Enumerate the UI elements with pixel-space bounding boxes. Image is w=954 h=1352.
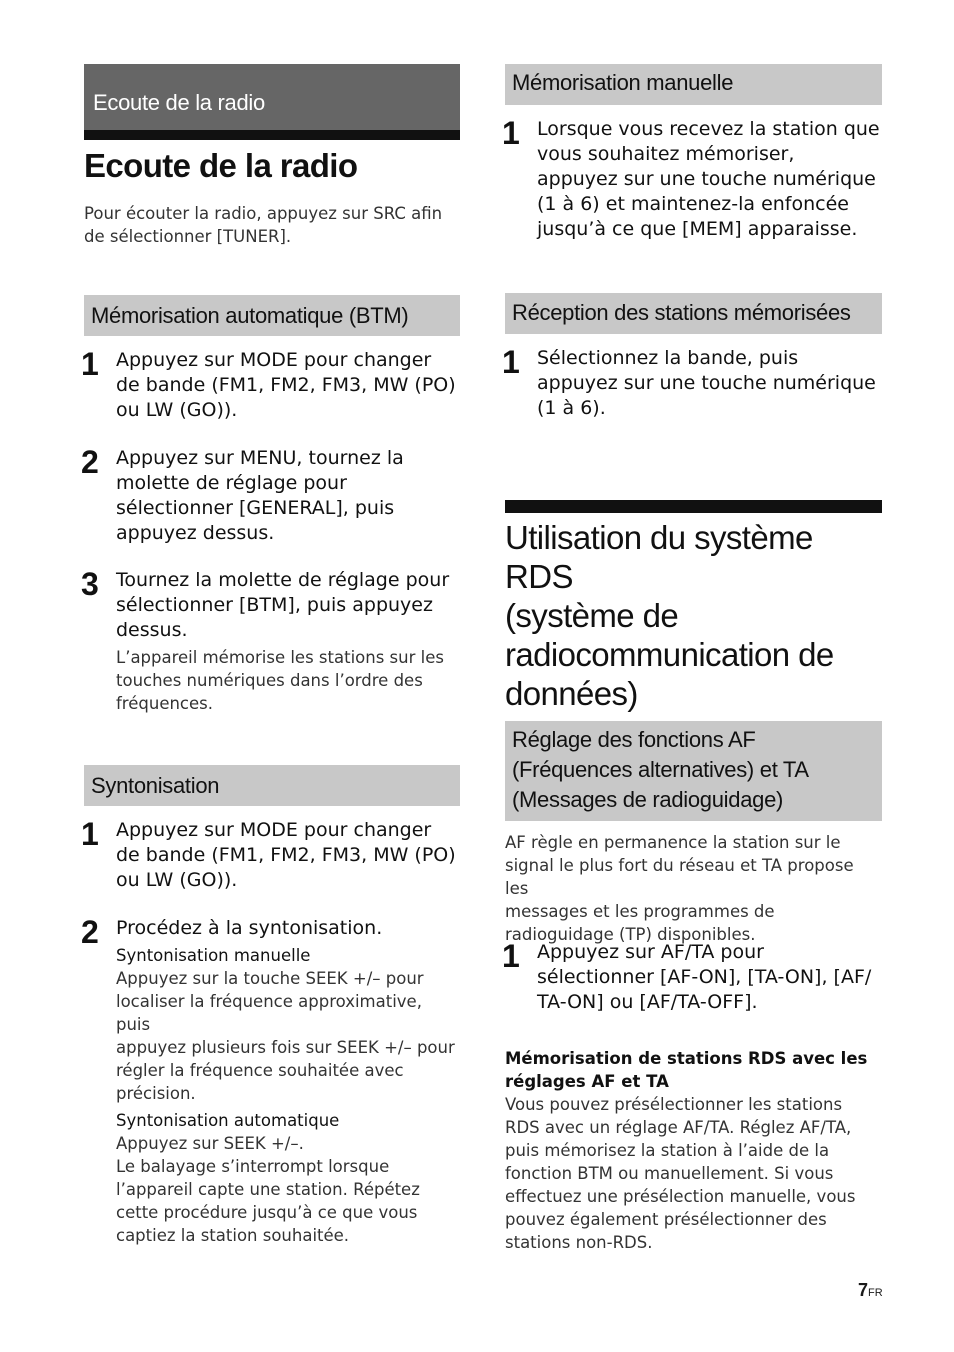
step-note: Appuyez sur la touche SEEK +/– pour xyxy=(116,969,424,988)
page-number xyxy=(858,1280,883,1301)
page-title: Ecoute de la radio xyxy=(84,147,358,184)
step-note: fréquences. xyxy=(116,694,213,713)
step-text: Sélectionnez la bande, puis xyxy=(537,347,799,369)
step-note: l’appareil capte une station. Répétez xyxy=(116,1180,420,1199)
section-heading-af-ta: Réglage des fonctions AF (Fréquences alternatives) et TA (Messages de radioguidage) xyxy=(505,721,882,821)
section-heading-tuning: Syntonisation xyxy=(84,765,460,806)
step-text: Appuyez sur MODE pour changer xyxy=(116,819,432,841)
step-text: de bande (FM1, FM2, FM3, MW (PO) xyxy=(116,374,456,396)
manual-mem-step-1 xyxy=(502,115,882,242)
step-text: appuyez sur une touche numérique xyxy=(537,372,876,394)
chapter-rule xyxy=(84,130,460,140)
af-intro xyxy=(505,831,882,946)
section-heading-manual-mem: Mémorisation manuelle xyxy=(505,64,882,105)
rds-store-line: puis mémorisez la station à l’aide de la xyxy=(505,1141,830,1160)
tuning-step-2 xyxy=(81,914,460,1247)
step-text: Appuyez sur MODE pour changer xyxy=(116,349,432,371)
step-number: 3 xyxy=(81,566,99,602)
rds-store-line: stations non-RDS. xyxy=(505,1233,653,1252)
rds-title-line: radiocommunication de xyxy=(505,636,834,673)
btm-step-1 xyxy=(81,346,460,423)
rds-title-line: données) xyxy=(505,675,638,712)
btm-step-2 xyxy=(81,444,460,546)
step-text: molette de réglage pour xyxy=(116,472,347,494)
step-text: ou LW (GO)). xyxy=(116,399,238,421)
section-heading-btm: Mémorisation automatique (BTM) xyxy=(84,295,460,336)
step-text: (1 à 6) et maintenez-la enfoncée xyxy=(537,193,849,215)
step-note: appuyez plusieurs fois sur SEEK +/– pour xyxy=(116,1038,455,1057)
rds-store-line: effectuez une présélection manuelle, vous xyxy=(505,1187,856,1206)
tuning-step-1 xyxy=(81,816,460,893)
step-number: 1 xyxy=(502,938,520,974)
step-note: Appuyez sur SEEK +/–. xyxy=(116,1134,304,1153)
step-text: (1 à 6). xyxy=(537,397,606,419)
rds-rule xyxy=(505,500,882,513)
step-text: de bande (FM1, FM2, FM3, MW (PO) xyxy=(116,844,456,866)
rds-store-line: RDS avec un réglage AF/TA. Réglez AF/TA, xyxy=(505,1118,852,1137)
step-text: Appuyez sur MENU, tournez la xyxy=(116,447,404,469)
step-text: vous souhaitez mémoriser, xyxy=(537,143,795,165)
rds-store-line: fonction BTM ou manuellement. Si vous xyxy=(505,1164,834,1183)
rds-store-title: Mémorisation de stations RDS avec les xyxy=(505,1049,868,1068)
step-text: dessus. xyxy=(116,619,188,641)
step-text: TA-ON] ou [AF/TA-OFF]. xyxy=(537,991,758,1013)
auto-tuning-title: Syntonisation automatique xyxy=(116,1111,340,1130)
intro xyxy=(84,202,460,248)
rds-title-line: (système de xyxy=(505,597,679,634)
step-number: 1 xyxy=(502,115,520,151)
intro-line: Pour écouter la radio, appuyez sur SRC afin xyxy=(84,204,443,223)
step-number: 1 xyxy=(502,344,520,380)
step-note: L’appareil mémorise les stations sur les xyxy=(116,648,444,667)
step-text: appuyez sur une touche numérique xyxy=(537,168,876,190)
step-text: Appuyez sur AF/TA pour xyxy=(537,941,764,963)
step-number: 1 xyxy=(81,346,99,382)
step-note: Le balayage s’interrompt lorsque xyxy=(116,1157,390,1176)
af-step-1 xyxy=(502,938,882,1015)
rds-store-line: pouvez également présélectionner des xyxy=(505,1210,827,1229)
af-intro-line: signal le plus fort du réseau et TA propose les xyxy=(505,856,854,898)
step-text: sélectionner [BTM], puis appuyez xyxy=(116,594,433,616)
step-text: appuyez dessus. xyxy=(116,522,275,544)
rds-store-title: réglages AF et TA xyxy=(505,1072,669,1091)
step-note: touches numériques dans l’ordre des xyxy=(116,671,423,690)
step-note: régler la fréquence souhaitée avec xyxy=(116,1061,404,1080)
step-note: captiez la station souhaitée. xyxy=(116,1226,350,1245)
af-intro-line: radioguidage (TP) disponibles. xyxy=(505,925,756,944)
page-lang-suffix: FR xyxy=(868,1287,883,1299)
step-number: 2 xyxy=(81,444,99,480)
af-intro-line: AF règle en permanence la station sur le xyxy=(505,833,841,852)
step-text: ou LW (GO)). xyxy=(116,869,238,891)
step-note: cette procédure jusqu’à ce que vous xyxy=(116,1203,418,1222)
step-number: 2 xyxy=(81,914,99,950)
step-text: Tournez la molette de réglage pour xyxy=(116,569,450,591)
section-heading-recall: Réception des stations mémorisées xyxy=(505,293,882,334)
recall-step-1 xyxy=(502,344,882,421)
step-number: 1 xyxy=(81,816,99,852)
step-text: jusqu’à ce que [MEM] apparaisse. xyxy=(537,218,858,240)
rds-store-section xyxy=(505,1047,882,1254)
manual-tuning-title: Syntonisation manuelle xyxy=(116,946,311,965)
btm-step-3 xyxy=(81,566,460,715)
step-note: précision. xyxy=(116,1084,196,1103)
af-intro-line: messages et les programmes de xyxy=(505,902,775,921)
rds-title-line: Utilisation du système RDS xyxy=(505,519,813,595)
page-number-value: 7 xyxy=(858,1280,869,1300)
step-note: localiser la fréquence approximative, puis xyxy=(116,992,422,1034)
step-text: Lorsque vous recevez la station que xyxy=(537,118,880,140)
step-text: sélectionner [AF-ON], [TA-ON], [AF/ xyxy=(537,966,872,988)
rds-title xyxy=(505,518,882,713)
step-text: Procédez à la syntonisation. xyxy=(116,917,383,939)
chapter-tab-label: Ecoute de la radio xyxy=(93,90,265,115)
chapter-tab xyxy=(84,64,460,140)
intro-line: de sélectionner [TUNER]. xyxy=(84,227,292,246)
step-text: sélectionner [GENERAL], puis xyxy=(116,497,395,519)
rds-store-line: Vous pouvez présélectionner les stations xyxy=(505,1095,843,1114)
